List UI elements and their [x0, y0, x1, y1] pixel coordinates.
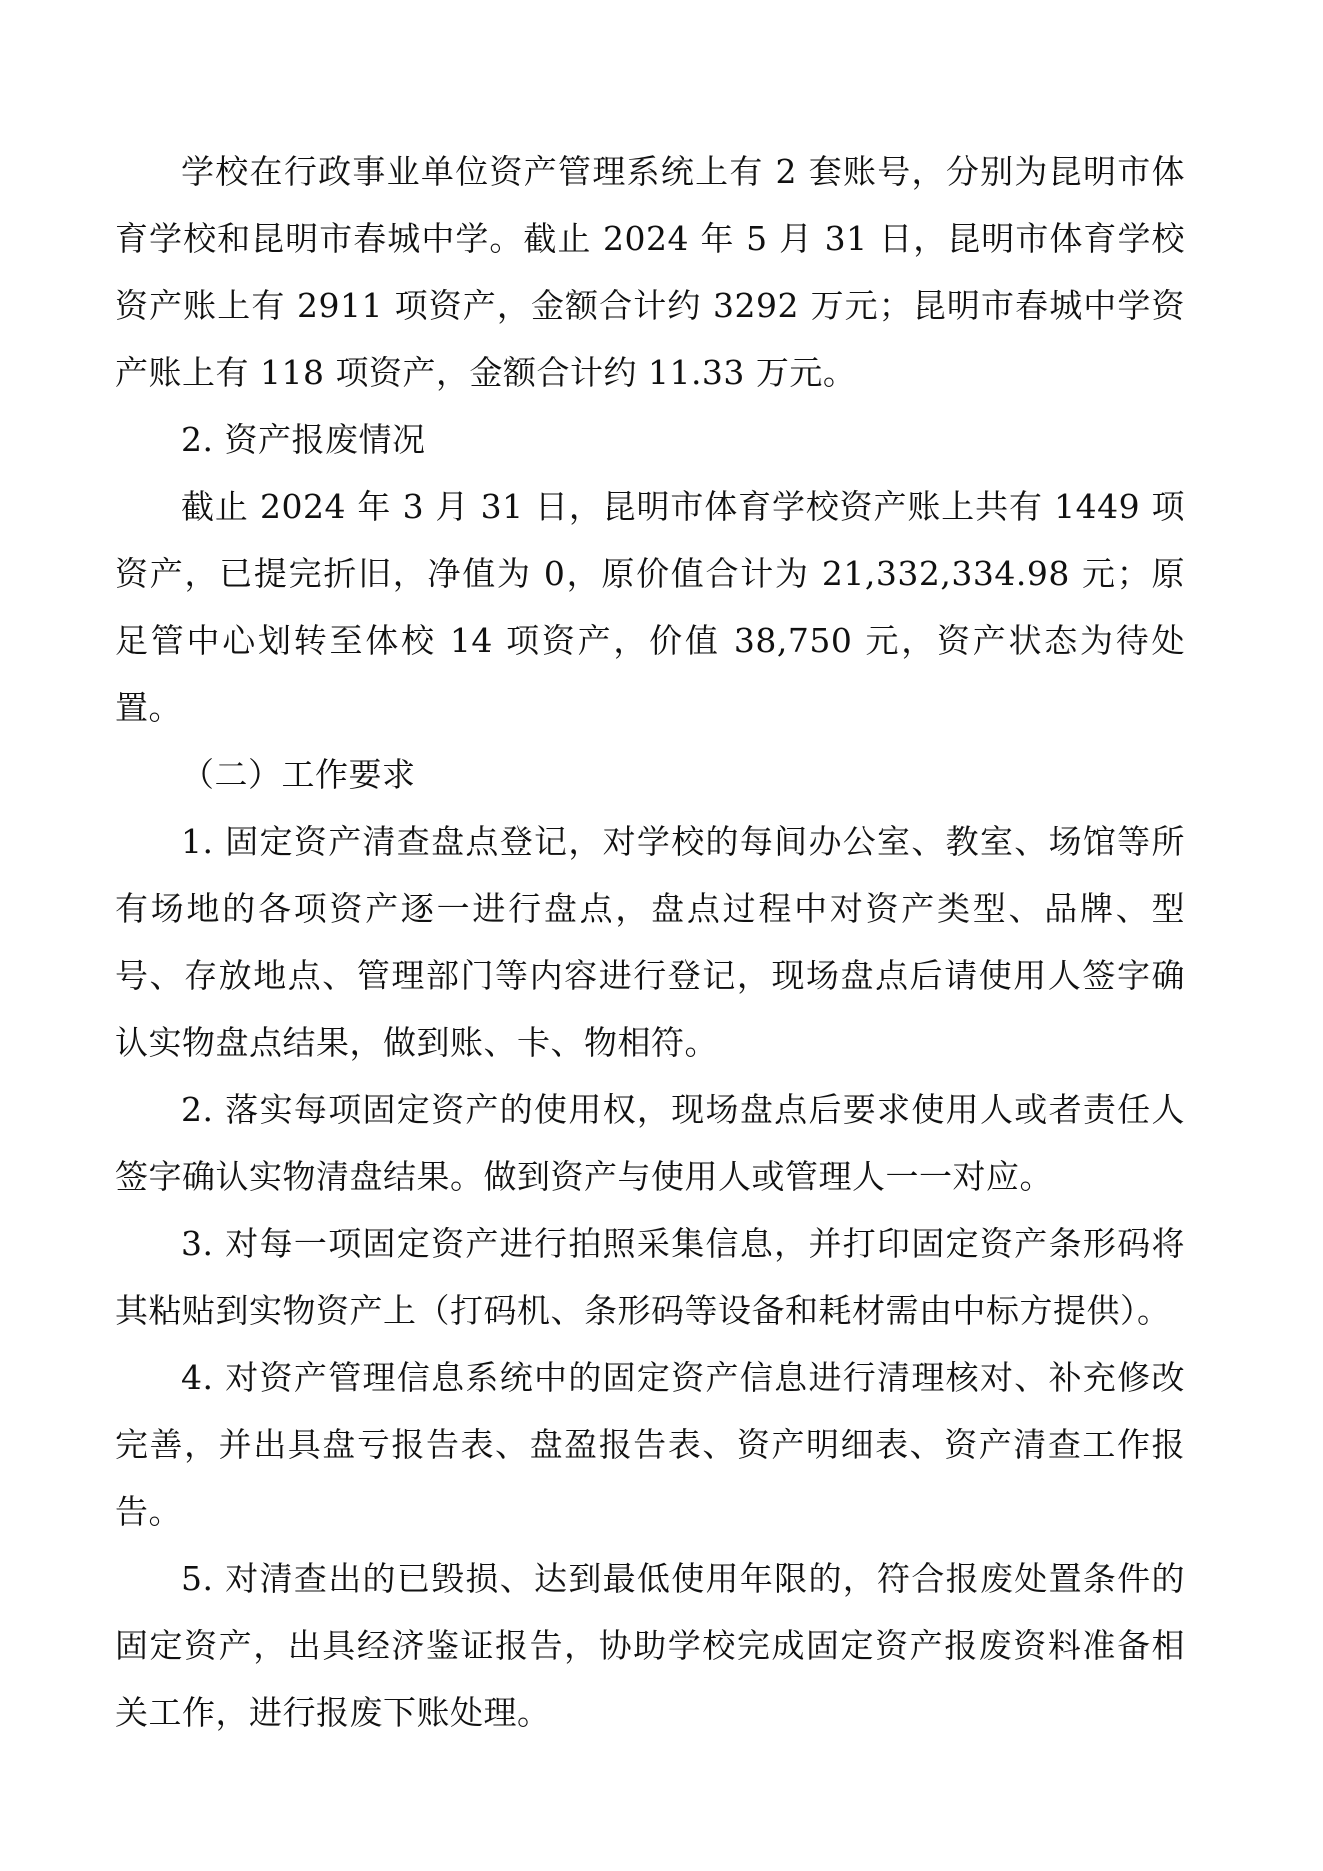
requirement-item-5: 5. 对清查出的已毁损、达到最低使用年限的，符合报废处置条件的固定资产，出具经济鉴证报告，协助学校完成固定资产报废资料准备相关工作，进行报废下账处理。: [115, 1559, 1185, 1732]
paragraph-scrapping-status: 截止 2024 年 3 月 31 日，昆明市体育学校资产账上共有 1449 项资产，已提完折旧，净值为 0，原价值合计为 21,332,334.98 元；原足管中心划转至体校 14 项资产，价值 38,750 元，资产状态为待处置。: [115, 487, 1185, 727]
document-page: [115, 138, 1185, 1746]
heading-work-requirements: （二）工作要求: [181, 755, 416, 794]
requirement-item-3: 3. 对每一项固定资产进行拍照采集信息，并打印固定资产条形码将其粘贴到实物资产上（打码机、条形码等设备和耗材需由中标方提供）。: [115, 1224, 1185, 1330]
requirement-item-4: 4. 对资产管理信息系统中的固定资产信息进行清理核对、补充修改完善，并出具盘亏报告表、盘盈报告表、资产明细表、资产清查工作报告。: [115, 1358, 1185, 1531]
requirement-item-1: 1. 固定资产清查盘点登记，对学校的每间办公室、教室、场馆等所有场地的各项资产逐一进行盘点，盘点过程中对资产类型、品牌、型号、存放地点、管理部门等内容进行登记，现场盘点后请使用人签字确认实物盘点结果，做到账、卡、物相符。: [115, 822, 1185, 1062]
heading-asset-scrapping: 2. 资产报废情况: [181, 420, 426, 459]
paragraph-account-overview: 学校在行政事业单位资产管理系统上有 2 套账号，分别为昆明市体育学校和昆明市春城中学。截止 2024 年 5 月 31 日，昆明市体育学校资产账上有 2911 项资产，金额合计约 3292 万元；昆明市春城中学资产账上有 118 项资产，金额合计约 11.33 万元。: [115, 152, 1185, 392]
requirement-item-2: 2. 落实每项固定资产的使用权，现场盘点后要求使用人或者责任人签字确认实物清盘结果。做到资产与使用人或管理人一一对应。: [115, 1090, 1185, 1196]
